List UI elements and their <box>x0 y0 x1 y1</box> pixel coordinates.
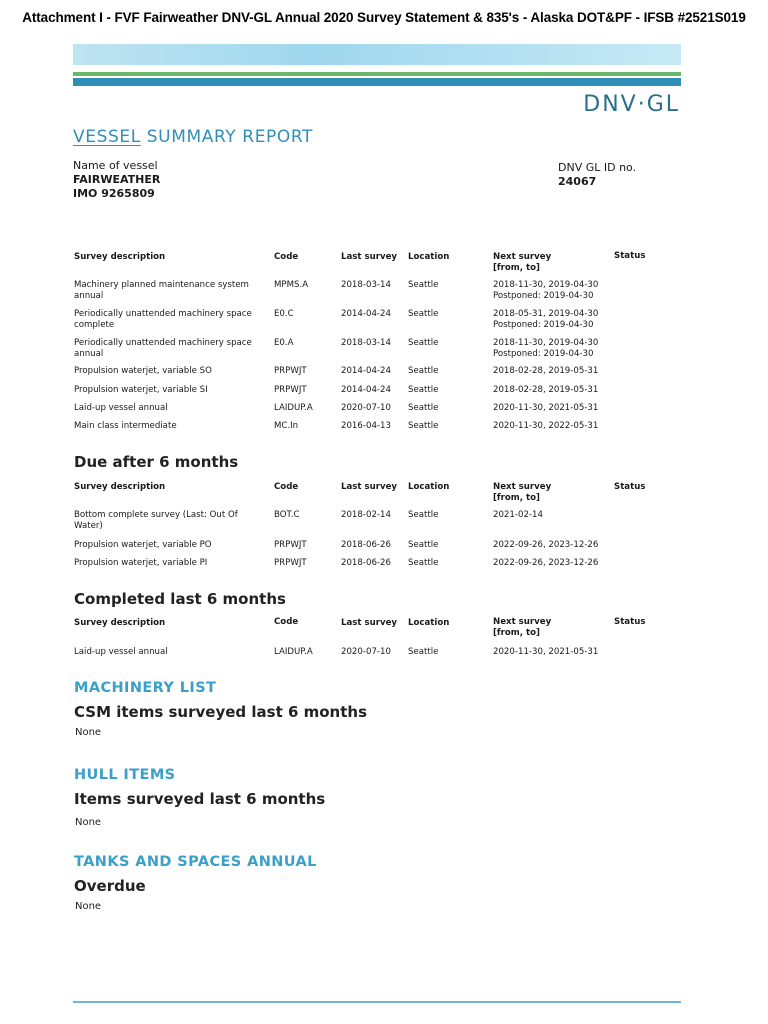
table-row-location: Seattle <box>408 540 439 550</box>
table-row-desc: Laid-up vessel annual <box>74 403 168 413</box>
next-survey-line2: [from, to] <box>493 493 540 503</box>
machinery-none: None <box>75 727 102 738</box>
table-row-next: 2022-09-26, 2023-12-26 <box>493 558 599 568</box>
dnv-id-value: 24067 <box>558 175 597 188</box>
table-row-location: Seattle <box>408 421 439 431</box>
col-header-last-survey: Last survey <box>341 252 397 262</box>
table-row-location: Seattle <box>408 403 439 413</box>
tanks-none: None <box>75 901 102 912</box>
footer-rule <box>73 1001 681 1003</box>
report-title-rest: SUMMARY REPORT <box>140 127 314 147</box>
col-header-status: Status <box>614 617 646 627</box>
table-row-code: E0.C <box>274 309 294 319</box>
table-row-code: PRPWJT <box>274 385 307 395</box>
table-row-next <box>493 280 598 302</box>
next-survey-line1: Next survey <box>493 482 552 492</box>
table-row-next <box>493 309 598 331</box>
next-survey-line2: [from, to] <box>493 628 540 638</box>
next-survey-line1: Next survey <box>493 252 552 262</box>
attachment-header: Attachment I - FVF Fairweather DNV-GL Annual 2020 Survey Statement & 835's - Alaska DOT&PF - IFSB #2521S019 <box>22 10 746 25</box>
col-header-location: Location <box>408 618 450 628</box>
table-row-location: Seattle <box>408 647 439 657</box>
table-row-desc: Propulsion waterjet, variable SO <box>74 366 212 376</box>
header-band-light <box>73 44 681 65</box>
table-row-location: Seattle <box>408 510 439 520</box>
table-row-location: Seattle <box>408 309 439 319</box>
category-machinery-list: MACHINERY LIST <box>74 680 217 696</box>
hull-subheading: Items surveyed last 6 months <box>74 790 326 808</box>
table-row-desc: Machinery planned maintenance system annual <box>74 280 249 301</box>
table-row-last: 2016-04-13 <box>341 421 391 431</box>
report-title-vessel: VESSEL <box>73 127 141 147</box>
table-row-last: 2020-07-10 <box>341 647 391 657</box>
table-row-last: 2018-06-26 <box>341 540 391 550</box>
table-row-code: LAIDUP.A <box>274 647 313 657</box>
col-header-next-survey <box>493 252 551 274</box>
next-survey-line1: Next survey <box>493 617 552 627</box>
table-row-location: Seattle <box>408 385 439 395</box>
table-row-next: 2018-02-28, 2019-05-31 <box>493 385 599 395</box>
report-title <box>73 127 313 147</box>
header-band-green <box>73 72 681 76</box>
table-row-next <box>493 338 598 360</box>
postponed-note: Postponed: 2019-04-30 <box>493 291 594 301</box>
table-row-code: PRPWJT <box>274 540 307 550</box>
table-row-location: Seattle <box>408 280 439 290</box>
col-header-last-survey: Last survey <box>341 618 397 628</box>
table-row-next: 2020-11-30, 2021-05-31 <box>493 647 599 657</box>
table-row-next: 2020-11-30, 2022-05-31 <box>493 421 599 431</box>
next-range: 2018-05-31, 2019-04-30 <box>493 309 599 319</box>
col-header-status: Status <box>614 482 646 492</box>
dnv-id-info <box>558 161 636 189</box>
next-range: 2018-11-30, 2019-04-30 <box>493 280 599 290</box>
table-row-code: MC.In <box>274 421 299 431</box>
next-survey-line2: [from, to] <box>493 263 540 273</box>
table-row-code: MPMS.A <box>274 280 309 290</box>
section-due-after-heading: Due after 6 months <box>74 453 239 471</box>
dnv-id-label: DNV GL ID no. <box>558 161 637 174</box>
next-range: 2018-11-30, 2019-04-30 <box>493 338 599 348</box>
col-header-location: Location <box>408 482 450 492</box>
col-header-description: Survey description <box>74 618 166 628</box>
table-row-last: 2014-04-24 <box>341 309 391 319</box>
table-row-desc: Periodically unattended machinery space complete <box>74 309 252 330</box>
table-row-desc: Propulsion waterjet, variable PO <box>74 540 212 550</box>
table-row-desc: Periodically unattended machinery space annual <box>74 338 252 359</box>
dnv-gl-logo: DNV·GL <box>583 92 680 117</box>
table-row-code: LAIDUP.A <box>274 403 313 413</box>
col-header-code: Code <box>274 482 299 492</box>
table-row-next: 2018-02-28, 2019-05-31 <box>493 366 599 376</box>
table-row-location: Seattle <box>408 366 439 376</box>
table-row-last: 2018-03-14 <box>341 338 391 348</box>
table-row-next: 2021-02-14 <box>493 510 543 520</box>
table-row-next: 2022-09-26, 2023-12-26 <box>493 540 599 550</box>
postponed-note: Postponed: 2019-04-30 <box>493 349 594 359</box>
table-row-code: PRPWJT <box>274 366 307 376</box>
table-row-last: 2018-06-26 <box>341 558 391 568</box>
table-row-code: E0.A <box>274 338 294 348</box>
machinery-subheading: CSM items surveyed last 6 months <box>74 703 368 721</box>
section-completed-heading: Completed last 6 months <box>74 590 286 608</box>
col-header-description: Survey description <box>74 482 166 492</box>
table-row-location: Seattle <box>408 338 439 348</box>
category-hull-items: HULL ITEMS <box>74 767 176 783</box>
col-header-status: Status <box>614 251 646 261</box>
vessel-imo: IMO 9265809 <box>73 187 155 200</box>
table-row-desc: Laid-up vessel annual <box>74 647 168 657</box>
table-row-location: Seattle <box>408 558 439 568</box>
col-header-code: Code <box>274 617 299 627</box>
col-header-next-survey <box>493 617 551 639</box>
category-tanks-spaces: TANKS AND SPACES ANNUAL <box>74 854 317 870</box>
col-header-next-survey <box>493 482 551 504</box>
postponed-note: Postponed: 2019-04-30 <box>493 320 594 330</box>
header-band-blue <box>73 78 681 86</box>
vessel-info <box>73 159 160 201</box>
vessel-name: FAIRWEATHER <box>73 173 161 186</box>
col-header-location: Location <box>408 252 450 262</box>
col-header-code: Code <box>274 252 299 262</box>
table-row-last: 2020-07-10 <box>341 403 391 413</box>
table-row-desc: Main class intermediate <box>74 421 177 431</box>
col-header-last-survey: Last survey <box>341 482 397 492</box>
table-row-last: 2014-04-24 <box>341 385 391 395</box>
table-row-desc: Bottom complete survey (Last: Out Of Water) <box>74 510 238 531</box>
table-row-next: 2020-11-30, 2021-05-31 <box>493 403 599 413</box>
table-row-desc: Propulsion waterjet, variable SI <box>74 385 208 395</box>
table-row-desc: Propulsion waterjet, variable PI <box>74 558 208 568</box>
table-row-last: 2018-02-14 <box>341 510 391 520</box>
vessel-name-label: Name of vessel <box>73 159 158 172</box>
col-header-description: Survey description <box>74 252 166 262</box>
table-row-last: 2018-03-14 <box>341 280 391 290</box>
hull-none: None <box>75 817 102 828</box>
tanks-subheading: Overdue <box>74 877 146 895</box>
table-row-code: PRPWJT <box>274 558 307 568</box>
table-row-last: 2014-04-24 <box>341 366 391 376</box>
table-row-code: BOT.C <box>274 510 300 520</box>
